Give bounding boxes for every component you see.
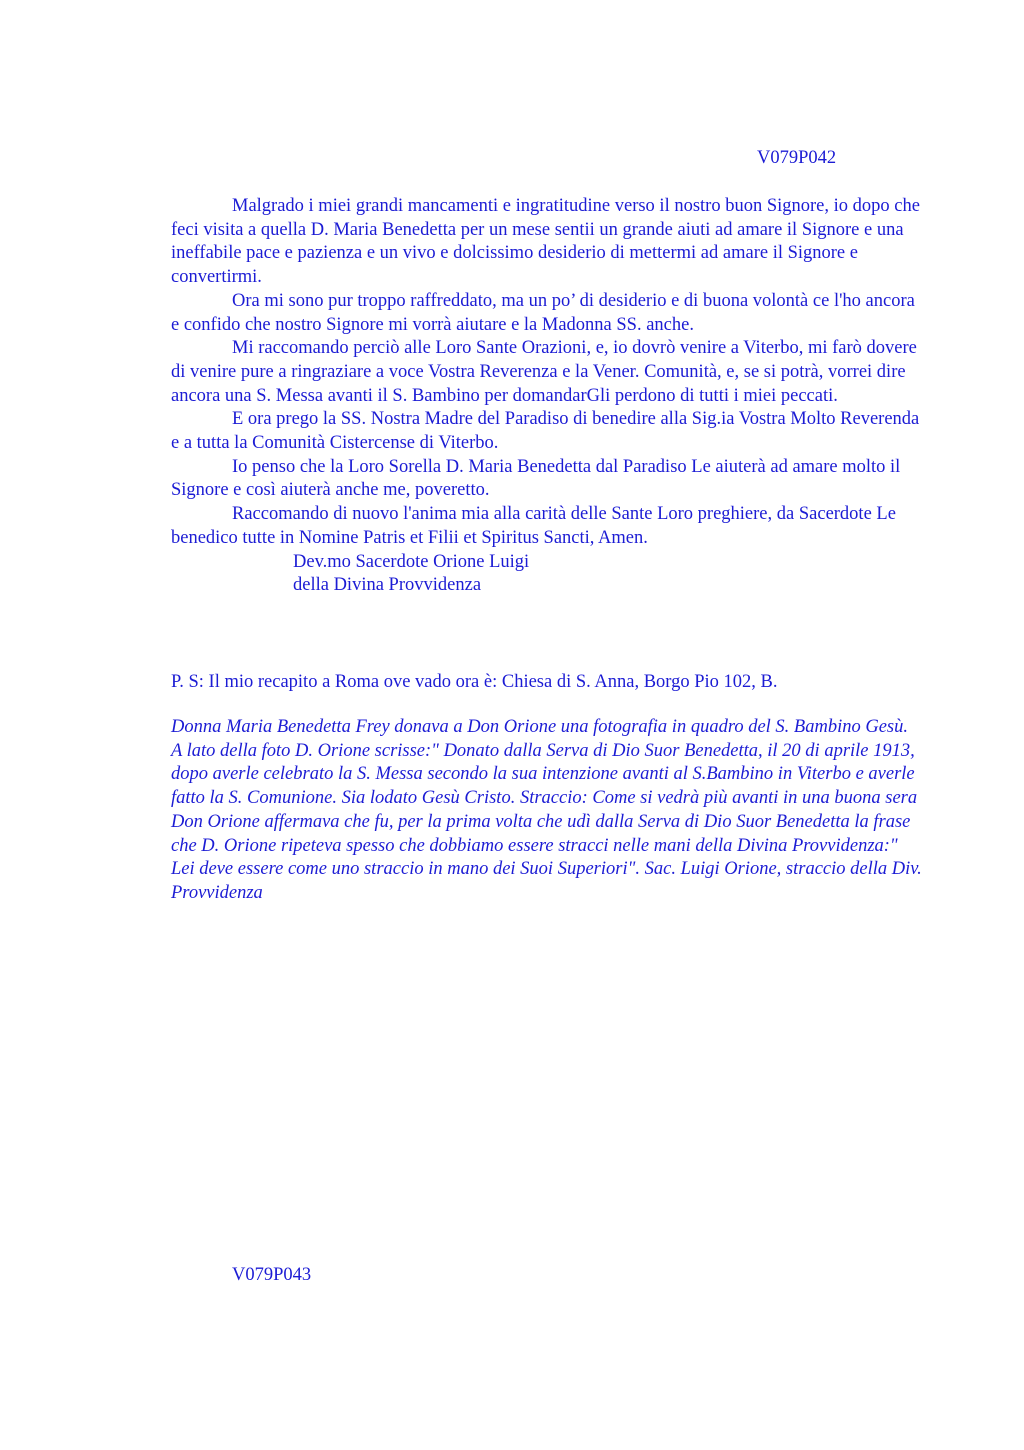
letter-paragraph: Ora mi sono pur troppo raffreddato, ma un po’ di desiderio e di buona volontà ce l'ho ancora e confido che nostro Signore mi vorrà aiutare e la Madonna SS. anche.: [171, 290, 915, 335]
signature-name: Dev.mo Sacerdote Orione Luigi: [293, 551, 530, 572]
page-code-bottom: V079P043: [232, 1265, 312, 1285]
postscript: P. S: Il mio recapito a Roma ove vado ora è: Chiesa di S. Anna, Borgo Pio 102, B.: [171, 672, 778, 692]
letter-paragraph: E ora prego la SS. Nostra Madre del Paradiso di benedire alla Sig.ia Vostra Molto Reverenda e a tutta la Comunità Cistercense di Viterbo.: [171, 409, 920, 454]
editorial-note: [171, 716, 923, 906]
signature-title: della Divina Provvidenza: [293, 575, 482, 596]
letter-paragraph: Malgrado i miei grandi mancamenti e ingratitudine verso il nostro buon Signore, io dopo che feci visita a quella D. Maria Benedetta per un mese sentii un grande aiuti ad amare il Signore e una ineffabile pace e pazienza e un vivo e dolcissimo desiderio di mettermi ad amare il Signore e convertirmi.: [171, 196, 920, 288]
letter-paragraph: Io penso che la Loro Sorella D. Maria Benedetta dal Paradiso Le aiuterà ad amare molto il Signore e così aiuterà anche me, poveretto.: [171, 456, 901, 501]
letter-paragraph: Mi raccomando perciò alle Loro Sante Orazioni, e, io dovrò venire a Viterbo, mi farò dovere di venire pure a ringraziare a voce Vostra Reverenza e la Vener. Comunità, e, se si potrà, vorrei dire ancora una S. Messa avanti il S. Bambino per domandarGli perdono di tutti i miei peccati.: [171, 338, 917, 406]
page-code-top: V079P042: [757, 148, 837, 168]
letter-paragraph: Raccomando di nuovo l'anima mia alla carità delle Sante Loro preghiere, da Sacerdote Le benedico tutte in Nomine Patris et Filii et Spiritus Sancti, Amen.: [171, 504, 896, 548]
letter-body: [171, 195, 923, 598]
editorial-note-text: Donna Maria Benedetta Frey donava a Don Orione una fotografia in quadro del S. Bambino Gesù. A lato della foto D. Orione scrisse:" Donato dalla Serva di Dio Suor Benedetta, il 20 di aprile 1913, dopo averle celebrato la S. Messa secondo la sua intenzione avanti al S.Bambino in Viterbo e averle fatto la S. Comunione. Sia lodato Gesù Cristo. Straccio: Come si vedrà più avanti in una buona sera Don Orione affermava che fu, per la prima volta che udì dalla Serva di Dio Suor Benedetta la frase che D. Orione ripeteva spesso che dobbiamo essere stracci nelle mani della Divina Provvidenza:" Lei deve essere come uno straccio in mano dei Suoi Superiori". Sac. Luigi Orione, straccio della Div. Provvidenza: [171, 717, 922, 903]
